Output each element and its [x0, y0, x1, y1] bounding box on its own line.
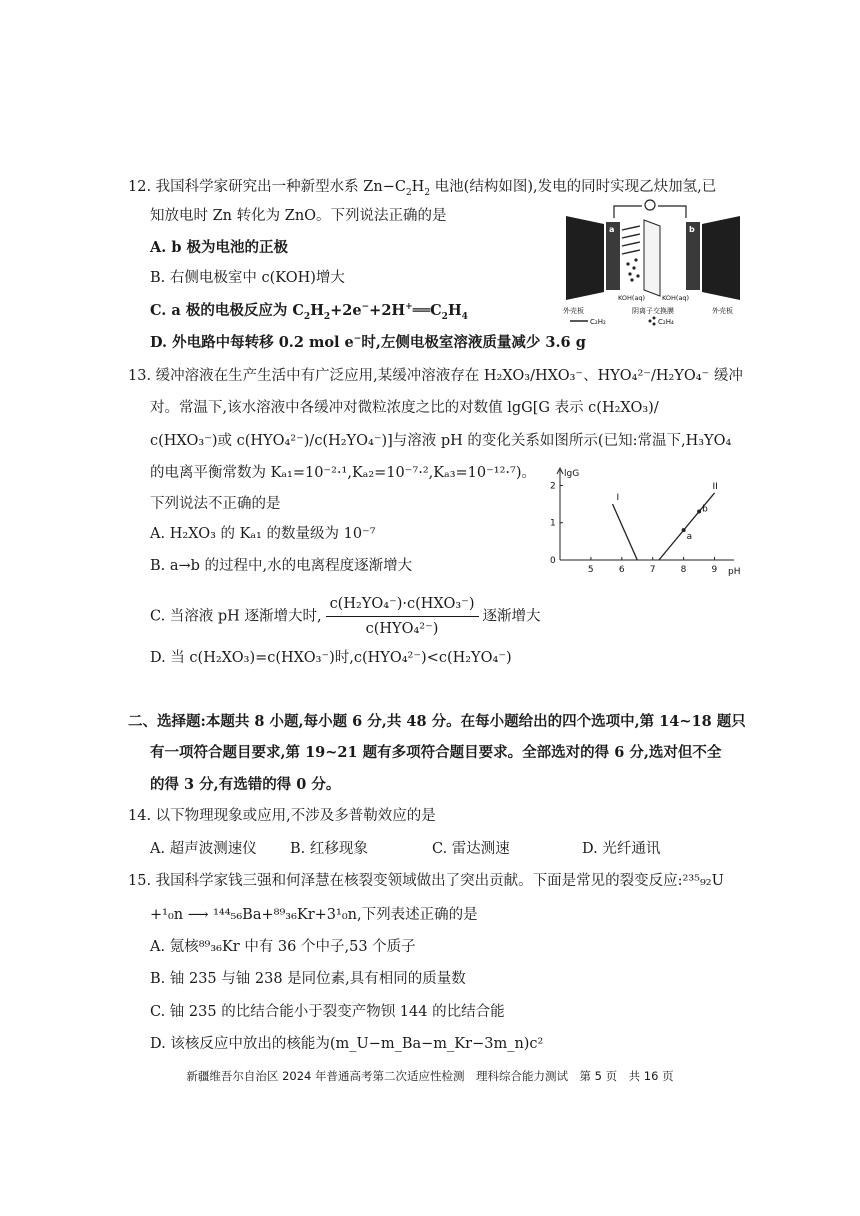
series-label-II: II [712, 481, 718, 492]
fig-label-a: a [609, 225, 615, 234]
c2h4-molecules [626, 258, 639, 281]
q12-stem-line2: 知放电时 Zn 转化为 ZnO。下列说法正确的是 [150, 208, 447, 224]
q12-option-c: C. a 极的电极反应为 $C_2H_2+2e^-+2H^+══C_2H_4$ [150, 302, 468, 322]
right-shell-plate [702, 216, 740, 300]
q13-option-d: D. 当 c(H₂XO₃)=c(HXO₃⁻)时,c(HYO₄²⁻)<c(H₂YO₄⁻) [150, 650, 512, 666]
y-axis-label: lgG [564, 469, 580, 479]
point-b [697, 510, 701, 514]
section2-line2: 有一项符合题目要求,第 19~21 题有多项符合题目要求。全部选对的得 6 分,选对但不全 [150, 744, 722, 761]
lgg-ph-chart [540, 464, 740, 584]
y-tick-label: 1 [550, 518, 556, 529]
q13-stem-line4: 的电离平衡常数为 Kₐ₁=10⁻²·¹,Kₐ₂=10⁻⁷·²,Kₐ₃=10⁻¹²·⁷)。 [150, 465, 536, 481]
q12-option-b: B. 右侧电极室中 c(KOH)增大 [150, 270, 345, 286]
y-tick-label: 2 [550, 481, 556, 492]
q12-option-d: D. 外电路中每转移 0.2 mol e−时,左侧电极室溶液质量减少 3.6 g [150, 334, 586, 351]
fig-legend-c2h4: C₂H₄ [658, 318, 674, 326]
y-tick-label: 0 [550, 556, 556, 566]
q13-option-c-fraction: $\frac{\text{c(H₂YO₄⁻)·c(HXO₃⁻)}}{\text{c(HYO₄²⁻)}}$ [326, 594, 479, 639]
series-line-II [659, 493, 715, 560]
q12-option-a: A. b 极为电池的正极 [150, 239, 289, 256]
c2h2-molecules [622, 226, 640, 254]
battery-structure-diagram [562, 196, 744, 326]
fig-koh-right: KOH(aq) [662, 294, 690, 302]
q13-option-c: C. 当溶液 pH 逐渐增大时, $\frac{\text{c(H₂YO₄⁻)·c(HXO₃⁻)}}{\text{c(HYO₄²⁻)}}$ 逐渐增大 [150, 596, 541, 637]
fig-koh-left: KOH(aq) [618, 294, 646, 302]
lamp-icon [645, 200, 655, 210]
q14-option-c: C. 雷达测速 [432, 841, 510, 857]
point-label-a: a [686, 532, 693, 543]
x-tick-label: 9 [711, 565, 718, 575]
point-label-b: b [702, 504, 708, 515]
q15-stem-line2: +¹₀n ⟶ ¹⁴⁴₅₆Ba+⁸⁹₃₆Kr+3¹₀n,下列表述正确的是 [150, 907, 478, 923]
q15-option-c: C. 铀 235 的比结合能小于裂变产物钡 144 的比结合能 [150, 1004, 505, 1020]
x-tick-label: 6 [618, 565, 625, 575]
left-shell-plate [566, 216, 604, 300]
x-tick-label: 7 [649, 565, 656, 575]
fig-shell-right: 外壳板 [712, 307, 733, 315]
q13-stem-line2: 对。常温下,该水溶液中各缓冲对微粒浓度之比的对数值 lgG[G 表示 c(H₂XO₃)/ [150, 400, 659, 416]
q14-stem: 14. 以下物理现象或应用,不涉及多普勒效应的是 [128, 808, 436, 824]
section2-line3: 的得 3 分,有选错的得 0 分。 [150, 776, 341, 793]
anion-exchange-membrane [644, 220, 660, 296]
series-label-I: I [616, 493, 620, 504]
q14-option-a: A. 超声波测速仪 [150, 841, 257, 857]
fig-legend-c2h2: C₂H₂ [590, 318, 606, 326]
q12-stem-line1: 12. 我国科学家研究出一种新型水系 $Zn-C_2H_2$ 电池(结构如图),发电的同时实现乙炔加氢,已 [128, 179, 717, 198]
x-axis-label: pH [728, 567, 740, 577]
q13-option-a: A. H₂XO₃ 的 Kₐ₁ 的数量级为 10⁻⁷ [150, 526, 376, 542]
point-a [682, 528, 686, 532]
q15-option-b: B. 铀 235 与铀 238 是同位素,具有相同的质量数 [150, 971, 466, 987]
q13-stem-line1: 13. 缓冲溶液在生产生活中有广泛应用,某缓冲溶液存在 H₂XO₃/HXO₃⁻、HYO₄²⁻/H₂YO₄⁻ 缓冲 [128, 368, 743, 384]
series-line-I [613, 504, 638, 560]
x-tick-label: 5 [587, 565, 594, 575]
q14-option-d: D. 光纤通讯 [582, 841, 661, 857]
x-tick-label: 8 [680, 565, 687, 575]
q15-stem-line1: 15. 我国科学家钱三强和何泽慧在核裂变领域做出了突出贡献。下面是常见的裂变反应:²³⁵₉₂U [128, 873, 724, 889]
q15-option-a: A. 氪核⁸⁹₃₆Kr 中有 36 个中子,53 个质子 [150, 939, 416, 955]
q13-stem-line5: 下列说法不正确的是 [150, 496, 281, 512]
fig-membrane-label: 阴离子交换膜 [632, 307, 674, 315]
q14-option-b: B. 红移现象 [290, 841, 368, 857]
q13-stem-line3: c(HXO₃⁻)或 c(HYO₄²⁻)/c(H₂YO₄⁻)]与溶液 pH 的变化关系如图所示(已知:常温下,H₃YO₄ [150, 433, 732, 449]
q13-option-b: B. a→b 的过程中,水的电离程度逐渐增大 [150, 558, 413, 574]
q15-option-d: D. 该核反应中放出的核能为(m_U−m_Ba−m_Kr−3m_n)c² [150, 1036, 544, 1052]
fig-label-b: b [689, 225, 695, 234]
fig-shell-left: 外壳板 [563, 307, 584, 315]
page-footer: 新疆维吾尔自治区 2024 年普通高考第二次适应性检测 理科综合能力测试 第 5 页 共 16 页 [186, 1069, 674, 1083]
section2-line1: 二、选择题:本题共 8 小题,每小题 6 分,共 48 分。在每小题给出的四个选项中,第 14~18 题只 [128, 713, 746, 730]
